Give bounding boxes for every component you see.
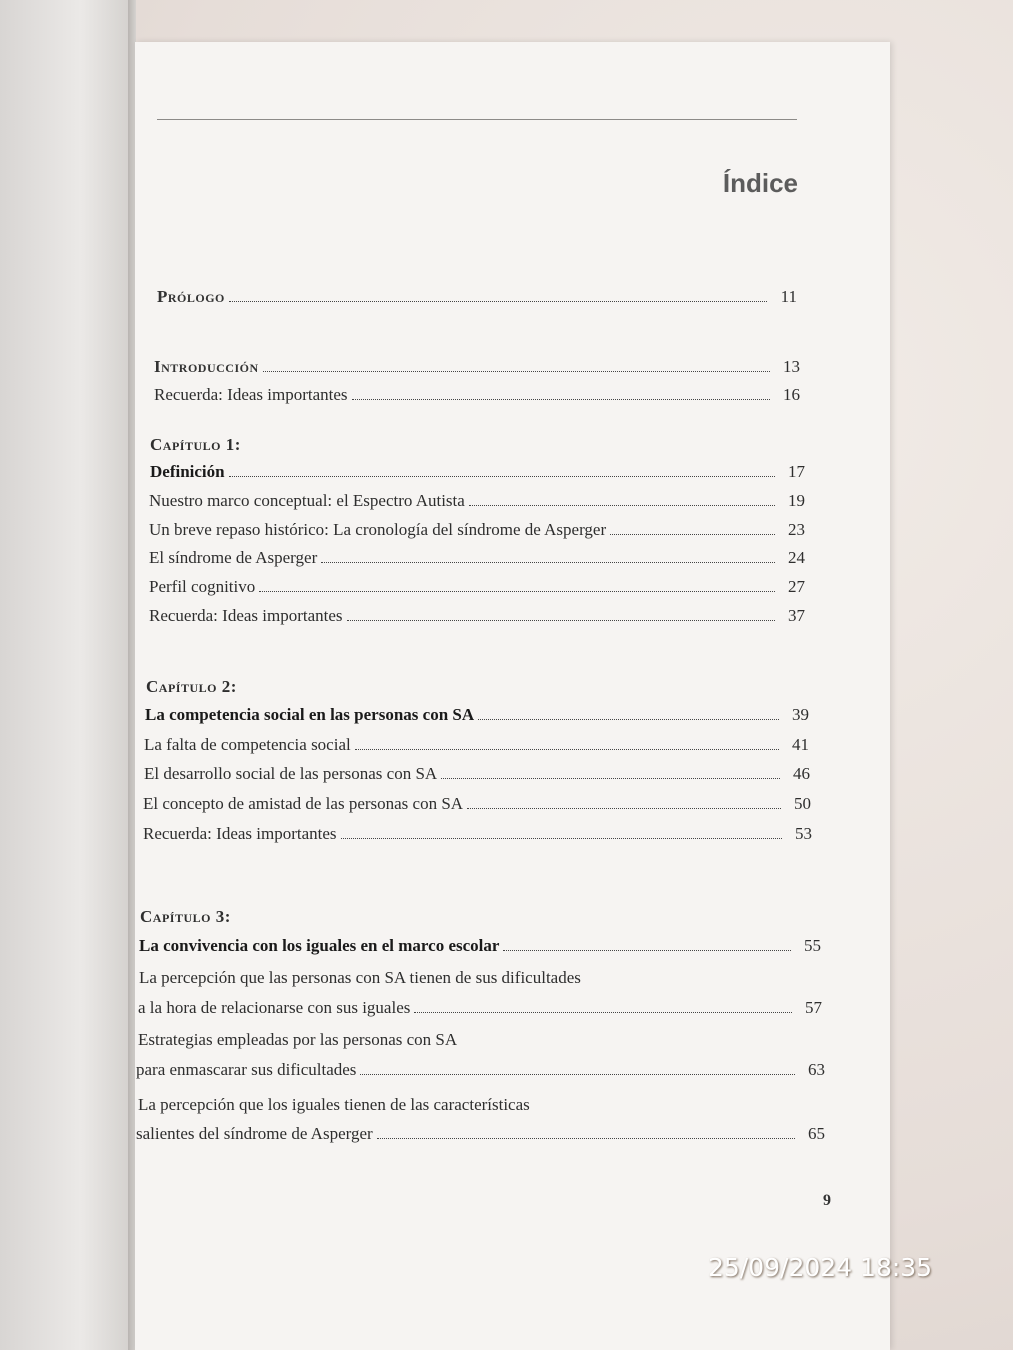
dot-leader <box>229 301 767 302</box>
toc-entry-introduccion <box>154 357 800 377</box>
chapter-2-heading: Capítulo 2: <box>146 677 237 696</box>
toc-entry-label: a la hora de relacionarse con sus iguales <box>138 998 411 1017</box>
toc-entry-page: 50 <box>794 794 811 813</box>
toc-entry-label: Perfil cognitivo <box>149 577 256 596</box>
toc-entry <box>136 1060 825 1080</box>
chapter-3-heading: Capítulo 3: <box>140 907 231 926</box>
toc-entry-page: 39 <box>792 705 809 724</box>
toc-entry-page: 24 <box>788 548 805 567</box>
toc-entry <box>144 764 810 784</box>
toc-entry-line: Estrategias empleadas por las personas con SA <box>138 1030 458 1049</box>
header-rule <box>157 119 797 120</box>
toc-entry <box>145 705 809 725</box>
toc-entry-page: 55 <box>804 936 821 955</box>
toc-entry-label: salientes del síndrome de Asperger <box>136 1124 373 1143</box>
toc-entry-label: Un breve repaso histórico: La cronología del síndrome de Asperger <box>149 520 607 539</box>
toc-entry <box>143 824 812 844</box>
toc-entry-label: para enmascarar sus dificultades <box>136 1060 357 1079</box>
dot-leader <box>478 719 779 720</box>
toc-entry-label: Introducción <box>154 357 259 376</box>
toc-entry <box>149 577 805 597</box>
toc-entry-page: 16 <box>783 385 800 404</box>
previous-page <box>0 0 135 1350</box>
dot-leader <box>263 371 770 372</box>
toc-entry-label: Definición <box>150 462 225 481</box>
toc-entry-label: La falta de competencia social <box>144 735 351 754</box>
toc-entry-page: 19 <box>788 491 805 510</box>
toc-entry-page: 13 <box>783 357 800 376</box>
dot-leader <box>259 591 775 592</box>
toc-entry-page: 46 <box>793 764 810 783</box>
dot-leader <box>441 778 780 779</box>
dot-leader <box>352 399 770 400</box>
dot-leader <box>414 1012 792 1013</box>
toc-entry-page: 23 <box>788 520 805 539</box>
dot-leader <box>321 562 775 563</box>
toc-entry-page: 27 <box>788 577 805 596</box>
toc-entry-label: La convivencia con los iguales en el marco escolar <box>139 936 500 955</box>
toc-entry-label: El desarrollo social de las personas con SA <box>144 764 438 783</box>
toc-entry-intro-recuerda <box>154 385 800 405</box>
toc-entry-page: 11 <box>780 287 797 306</box>
toc-entry <box>136 1124 825 1144</box>
dot-leader <box>469 505 775 506</box>
toc-entry <box>143 794 811 814</box>
toc-entry-label: La competencia social en las personas con SA <box>145 705 475 724</box>
toc-entry-page: 57 <box>805 998 822 1017</box>
toc-entry <box>149 520 805 540</box>
toc-entry-prologo <box>157 287 797 307</box>
toc-entry <box>144 735 809 755</box>
toc-entry-page: 17 <box>788 462 805 481</box>
toc-entry-label: Recuerda: Ideas importantes <box>149 606 343 625</box>
toc-entry-line: La percepción que los iguales tienen de las características <box>138 1095 530 1114</box>
toc-entry-page: 65 <box>808 1124 825 1143</box>
toc-entry-line: La percepción que las personas con SA tienen de sus dificultades <box>139 968 581 987</box>
toc-entry-page: 41 <box>792 735 809 754</box>
toc-entry-label: Nuestro marco conceptual: el Espectro Autista <box>149 491 465 510</box>
dot-leader <box>229 476 775 477</box>
toc-entry-label: Recuerda: Ideas importantes <box>143 824 337 843</box>
toc-entry-label: Recuerda: Ideas importantes <box>154 385 348 404</box>
toc-entry-label: Prólogo <box>157 287 225 306</box>
toc-entry <box>138 998 822 1018</box>
toc-entry <box>149 606 805 626</box>
dot-leader <box>360 1074 795 1075</box>
book-page <box>135 42 890 1350</box>
dot-leader <box>355 749 779 750</box>
chapter-1-heading: Capítulo 1: <box>150 435 241 454</box>
toc-entry-label: El concepto de amistad de las personas con SA <box>143 794 464 813</box>
page-number: 9 <box>823 1192 831 1209</box>
photo-timestamp: 25/09/2024 18:35 <box>708 1253 933 1282</box>
toc-entry-label: El síndrome de Asperger <box>149 548 318 567</box>
page-title: Índice <box>722 168 798 198</box>
dot-leader <box>610 534 775 535</box>
toc-entry-page: 53 <box>795 824 812 843</box>
toc-entry-page: 37 <box>788 606 805 625</box>
toc-entry <box>149 548 805 568</box>
toc-entry <box>139 936 821 956</box>
dot-leader <box>377 1138 795 1139</box>
dot-leader <box>347 620 775 621</box>
dot-leader <box>467 808 781 809</box>
toc-entry <box>149 491 805 511</box>
dot-leader <box>503 950 791 951</box>
dot-leader <box>341 838 782 839</box>
toc-entry <box>150 462 805 482</box>
toc-entry-page: 63 <box>808 1060 825 1079</box>
